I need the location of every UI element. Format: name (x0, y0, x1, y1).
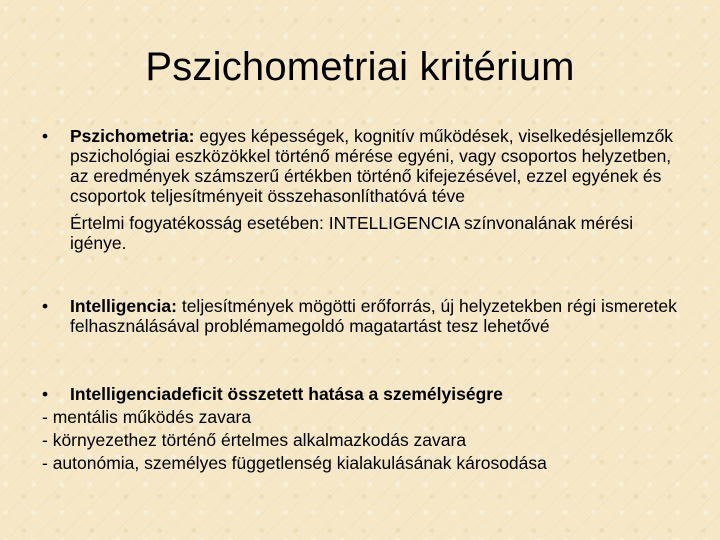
definition-psychometrics: egyes képességek, kognitív működések, viselkedésjellemzők pszichológiai eszközökkel történő mérése egyéni, vagy csoportos helyzetben, az eredmények számszerű értékben történő kifejezésével, ezzel egyének és csoportok teljesítményeit összehasonlíthatóvá téve (70, 126, 674, 207)
bullet-mark: • (42, 126, 49, 146)
intellectual-disability-note: Értelmi fogyatékosság esetében: INTELLIGENCIA színvonalának mérési igénye. (70, 212, 634, 253)
bullet-psychometrics (42, 126, 682, 253)
effect-item: - környezethez történő értelmes alkalmazkodás zavara (42, 430, 467, 451)
term-intelligence: Intelligencia: (70, 296, 177, 316)
definition-intelligence: teljesítmények mögötti erőforrás, új helyzetekben régi ismeretek felhasználásával problémamegoldó magatartást tesz lehetővé (70, 296, 677, 337)
bullet-body (70, 126, 682, 253)
bullet-intelligence (42, 296, 682, 336)
effect-item: - mentális működés zavara (42, 407, 252, 427)
bullet-body (70, 296, 682, 336)
bullet-mark: • (42, 296, 49, 316)
bullet-mark: • (42, 384, 49, 404)
term-psychometrics: Pszichometria: (70, 126, 195, 146)
effects-list (42, 406, 682, 475)
heading-intelligence-deficit: Intelligenciadeficit összetett hatása a személyiségre (70, 384, 503, 404)
slide-title: Pszichometriai kritérium (145, 45, 575, 89)
effect-item: - autonómia, személyes függetlenség kialakulásának károsodása (42, 453, 547, 474)
bullet-intelligence-deficit (42, 384, 682, 404)
